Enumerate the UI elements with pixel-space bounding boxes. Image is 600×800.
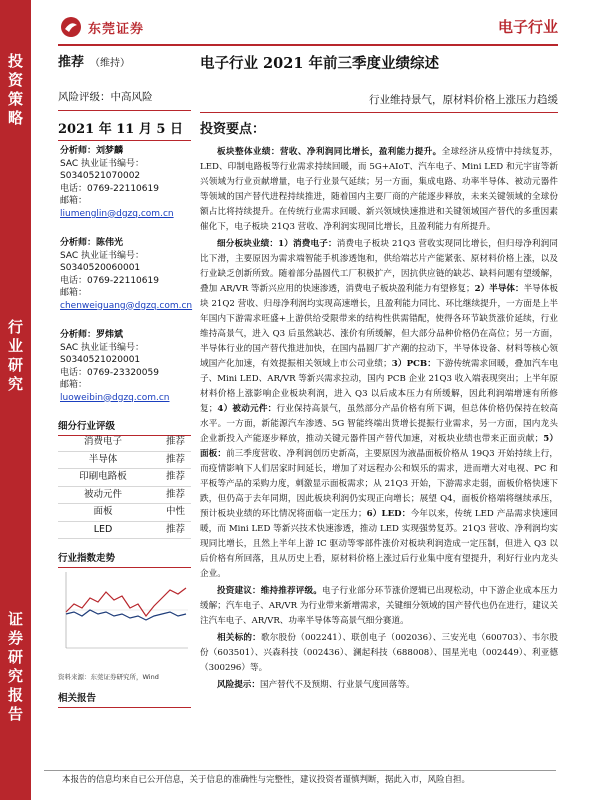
segment-name: 印刷电路板 <box>58 469 148 487</box>
phone: 电话：0769-22110619 <box>60 275 159 286</box>
email-label: 邮箱： <box>60 380 88 390</box>
industry-index-line <box>66 588 186 616</box>
paragraph-lead: 5）面板： <box>200 434 558 459</box>
rating-label: 推荐 <box>58 55 85 70</box>
segment-rating: 推荐 <box>148 486 191 504</box>
cert-number: S0340521070002 <box>60 171 141 181</box>
band-label-strategy: 投 资 策 略 <box>7 52 23 127</box>
chart-source: 资料来源：东莞证券研究所，Wind <box>58 673 159 681</box>
divider <box>58 140 191 141</box>
paragraph-lead: 2）半导体： <box>474 284 524 294</box>
related-reports-title: 相关报告 <box>58 690 191 708</box>
band-label-report: 证 券 研 究 报 告 <box>7 610 23 723</box>
analyst-name: 分析师：陈伟光 <box>60 238 124 248</box>
company-logo <box>60 14 210 40</box>
cert-label: SAC 执业证书编号： <box>60 250 145 261</box>
cert-number: S0340520060001 <box>60 263 141 273</box>
email-link[interactable]: chenweiguang@dgzq.com.cn <box>60 300 193 311</box>
paragraph-text: 国产替代不及预期、行业景气度回落等。 <box>259 680 415 690</box>
table-row <box>58 434 191 451</box>
segment-rating: 推荐 <box>148 434 191 451</box>
paragraph-lead: 细分板块业绩：1）消费电子： <box>217 239 337 249</box>
paragraph-text: 全球经济从疫情中持续复苏，LED、印制电路板等行业需求持续回暖，而 5G+AIoT、汽车电子、Mini LED 和元宇宙等新兴领域为行业贡献增量，电子行业景气延续；另一方面，集成电路、功率半导体、被动元器件等领域的国产替代进程持续推进，随着国内主要厂商的产能逐步释放，未来关键领域的全球份额占比将持续提升。在传统行业需求回暖、新兴领域快速推进和关键领域国产替代的多重因素催化下，电子板块 21Q3 营收、净利润实现同比增长，且盈利能力有所提升。 <box>200 147 558 232</box>
paragraph-text: 半导体板块 21Q2 营收、归母净利润均实现高速增长，且盈利能力同比、环比继续提升，一方面是上半年国内下游需求旺盛+上游供给受限带来的结构性供需错配，使得各环节缺货涨价延续，行业维持高景气，进入 Q3 后虽然缺芯、涨价有所缓解，但大部分品种价格仍在高位；另一方面，半导体行业的国产替代推进加快，在国内晶圆厂扩产潮的拉动下，半导体设备、材料等核心领域国产化加速，有效提振相关领域上市公司业绩； <box>200 284 558 369</box>
segment-rating: 中性 <box>148 504 191 522</box>
table-row <box>58 504 191 522</box>
paragraph-text: 歌尔股份（002241）、联创电子（002036）、三安光电（600703）、韦尔股份（603501）、兴森科技（002436）、澜起科技（688008）、国星光电（002449）、利亚德（300296）等。 <box>200 633 558 673</box>
benchmark-index-line <box>66 610 186 620</box>
segment-name: 面板 <box>58 504 148 522</box>
paragraph-lead: 风险提示： <box>217 680 260 690</box>
phone: 电话：0769-22110619 <box>60 183 159 194</box>
page-subtitle: 行业维持景气，原材料价格上涨压力趋缓 <box>369 94 558 106</box>
paragraph-text: 下游传统需求回暖，叠加汽车电子、Mini LED、AR/VR 等新兴需求拉动，国内 PCB 企业 21Q3 收入端表现突出；上半年原材料价格上涨影响企业板块利润，进入 Q3 以后成本压力有所缓解，因此利润端增速有所修复； <box>200 359 558 414</box>
divider <box>58 110 191 111</box>
paragraph <box>200 145 558 235</box>
cert-label: SAC 执业证书编号： <box>60 158 145 169</box>
index-trend-title: 行业指数走势 <box>58 550 191 568</box>
cert-number: S0340521020001 <box>60 355 141 365</box>
paragraph <box>200 237 558 582</box>
table-row <box>58 469 191 487</box>
logo-mark-icon <box>60 16 82 38</box>
segment-name: LED <box>58 521 148 539</box>
rating-sub: （维持） <box>90 58 131 69</box>
table-row <box>58 486 191 504</box>
analyst-name: 分析师：罗炜斌 <box>60 330 124 340</box>
header-rule <box>58 44 558 46</box>
segment-rating-title: 细分行业评级 <box>58 418 191 436</box>
segment-name: 半导体 <box>58 451 148 469</box>
segment-rating: 推荐 <box>148 521 191 539</box>
paragraph-text: 电子行业部分环节涨价逻辑已出现松动，中下游企业成本压力缓解；汽车电子、AR/VR 为行业带来新增需求，关键细分领域的国产替代也仍在进行，建议关注汽车电子、AR/VR、功率半导体等高景气细分赛道。 <box>200 586 558 626</box>
email-link[interactable]: liumenglin@dgzq.com.cn <box>60 208 174 219</box>
report-body <box>200 145 558 695</box>
risk-rating: 风险评级：中高风险 <box>58 91 153 103</box>
email-link[interactable]: luoweibin@dgzq.com.cn <box>60 392 170 403</box>
paragraph <box>200 678 558 693</box>
email-label: 邮箱： <box>60 196 88 206</box>
band-label-industry: 行 业 研 究 <box>7 318 23 393</box>
report-date: 2021 年 11 月 5 日 <box>58 122 183 137</box>
paragraph-lead: 6）LED： <box>366 509 411 519</box>
paragraph-text: 消费电子板块 21Q3 营收实现同比增长，但归母净利润同比下滑，主要原因为需求端智能手机渗透饱和，供给端芯片产能紧张、原材料价格上涨，以及行业缺乏创新所致。随着部分晶圆代工厂积极扩产，因抗供应链的缺芯、缺料问题有望缓解，叠加 AR/VR 等新兴应用的快速渗透，消费电子板块盈利能力有望修复； <box>200 239 558 294</box>
phone: 电话：0769-23320059 <box>60 367 159 378</box>
segment-rating-table <box>58 434 191 539</box>
cert-label: SAC 执业证书编号： <box>60 342 145 353</box>
paragraph-lead: 投资建议：维持推荐评级。 <box>217 586 322 596</box>
section-heading: 投资要点： <box>200 122 266 137</box>
analyst-name: 分析师：刘梦麟 <box>60 146 124 156</box>
logo-text: 东莞证券 <box>88 21 145 37</box>
table-row <box>58 451 191 469</box>
paragraph-lead: 4）被动元件： <box>217 404 277 414</box>
disclaimer: 本报告的信息均来自已公开信息，关于信息的准确性与完整性，建议投资者谨慎判断，据此入市，风险自担。 <box>62 775 471 785</box>
paragraph-lead: 板块整体业绩：营收、净利润同比增长，盈利能力提升。 <box>217 147 442 157</box>
segment-rating: 推荐 <box>148 451 191 469</box>
footer-rule <box>44 770 556 771</box>
segment-name: 被动元件 <box>58 486 148 504</box>
analyst-card <box>60 329 193 404</box>
paragraph <box>200 584 558 629</box>
table-row <box>58 521 191 539</box>
page-title: 电子行业 2021 年前三季度业绩综述 <box>200 55 439 72</box>
industry-label: 电子行业 <box>497 18 558 36</box>
divider <box>200 112 558 113</box>
paragraph-text: 前三季度营收、净利润创历史新高，主要原因为液晶面板价格从 19Q3 开始持续上行，而疫情影响下人们居家时间延长，增加了对远程办公和娱乐的需求，进而增大对电视、PC 和平板等产品的采购力度，刺激显示面板需求；从 21Q3 开始，下游需求走弱，面板价格快速下跌，但仍高于去年同期，因此板块利润仍实现正向增长；展望 Q4，面板价格端将继续承压，预计板块业绩的环比情况将面临一定压力； <box>200 449 558 519</box>
segment-rating: 推荐 <box>148 469 191 487</box>
index-trend-chart <box>58 568 191 664</box>
rating-block <box>58 52 191 108</box>
paragraph-text: 今年以来，传统 LED 产品需求快速回暖，而 Mini LED 等新兴技术快速渗透，推动 LED 实现强势复苏。21Q3 营收、净利润均实现同比增长，且然上半年上游 IC 驱动等零部件涨价对板块利润造成一定压制，但进入 Q3 以后价格有所回落，且从历史上看，原材料价格上涨过后行业集中度有望提升，利好行业内龙头企业。 <box>200 509 558 579</box>
paragraph-lead: 相关标的： <box>217 633 261 643</box>
analyst-card <box>60 145 193 220</box>
segment-name: 消费电子 <box>58 434 148 451</box>
paragraph-lead: 3）PCB： <box>391 359 436 369</box>
paragraph-text: 行业保持高景气，虽然部分产品价格有所下调，但总体价格仍保持在较高水平。一方面，新能源汽车渗透、5G 智能终端出货增长提振行业需求，另一方面，国内龙头企业新投入产能逐步释放，推动关键元器件国产替代加速，对板块业绩也带来正面贡献； <box>200 404 558 444</box>
paragraph <box>200 631 558 676</box>
analyst-card <box>60 237 193 312</box>
email-label: 邮箱： <box>60 288 88 298</box>
